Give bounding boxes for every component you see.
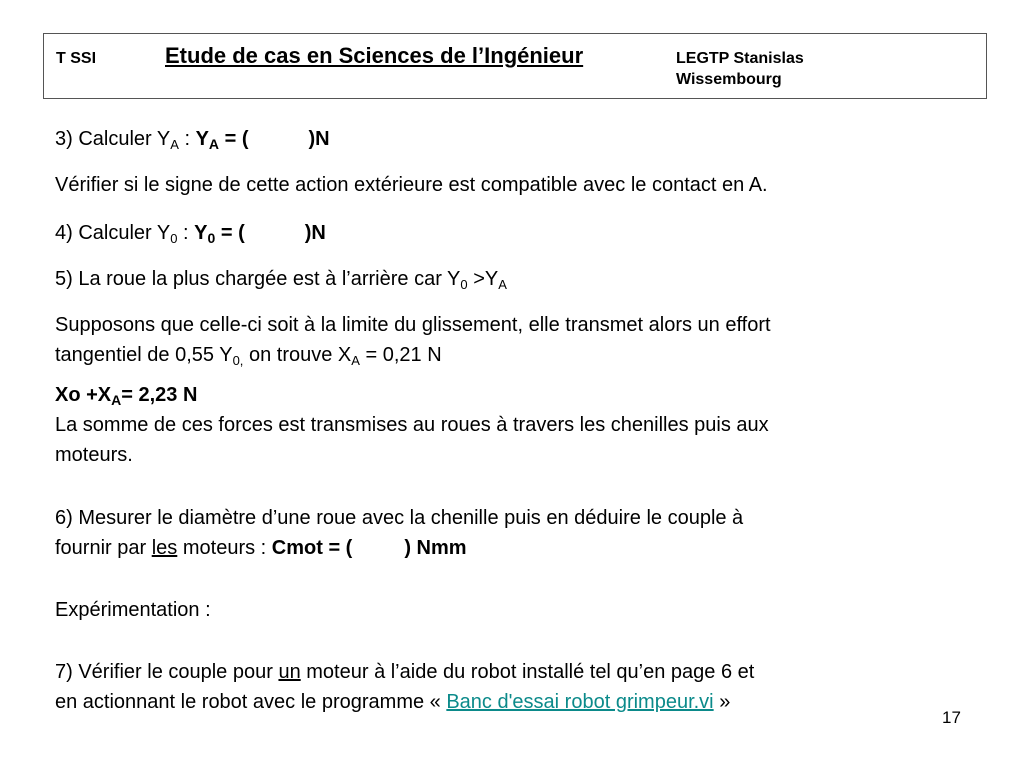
class-label: T SSI [56, 50, 97, 67]
experimentation-heading: Expérimentation : [55, 599, 211, 621]
program-link[interactable]: Banc d'essai robot grimpeur.vi [446, 691, 714, 713]
supposition-line-2: tangentiel de 0,55 $Y_{0,}$ on trouve $X_A = 0,21$ N [55, 344, 442, 368]
sum-line-2: moteurs. [55, 444, 133, 466]
sum-result: $Xo +X_A= 2,23$ N [55, 384, 198, 408]
school-line-2: Wissembourg [676, 71, 782, 88]
school-name [676, 48, 804, 90]
sum-line-1: La somme de ces forces est transmises au roues à travers les chenilles puis aux [55, 414, 769, 436]
question-6-line-2: fournir par les moteurs : Cmot = ( ) Nmm [55, 537, 467, 559]
supposition-line-1: Supposons que celle-ci soit à la limite du glissement, elle transmet alors un effort [55, 314, 771, 336]
question-7-line-2: en actionnant le robot avec le programme « Banc d'essai robot grimpeur.vi » [55, 691, 731, 713]
page-number: 17 [942, 708, 961, 727]
question-7-line-1: 7) Vérifier le couple pour un moteur à l’aide du robot installé tel qu’en page 6 et [55, 661, 755, 683]
question-4: 4) Calculer $Y_0$ : $Y_0$ = ( )N [55, 222, 326, 246]
verify-sign-instruction: Vérifier si le signe de cette action extérieure est compatible avec le contact en A. [55, 174, 768, 196]
header-box [43, 33, 987, 99]
document-title: Etude de cas en Sciences de l’Ingénieur [165, 43, 584, 68]
question-5: 5) La roue la plus chargée est à l’arrière car $Y_0 >Y_A$ [55, 268, 507, 292]
question-6-line-1: 6) Mesurer le diamètre d’une roue avec la chenille puis en déduire le couple à [55, 507, 744, 529]
school-line-1: LEGTP Stanislas [676, 50, 804, 67]
question-3: 3) Calculer $Y_A$ : $Y_A$ = ( )N [55, 128, 330, 152]
